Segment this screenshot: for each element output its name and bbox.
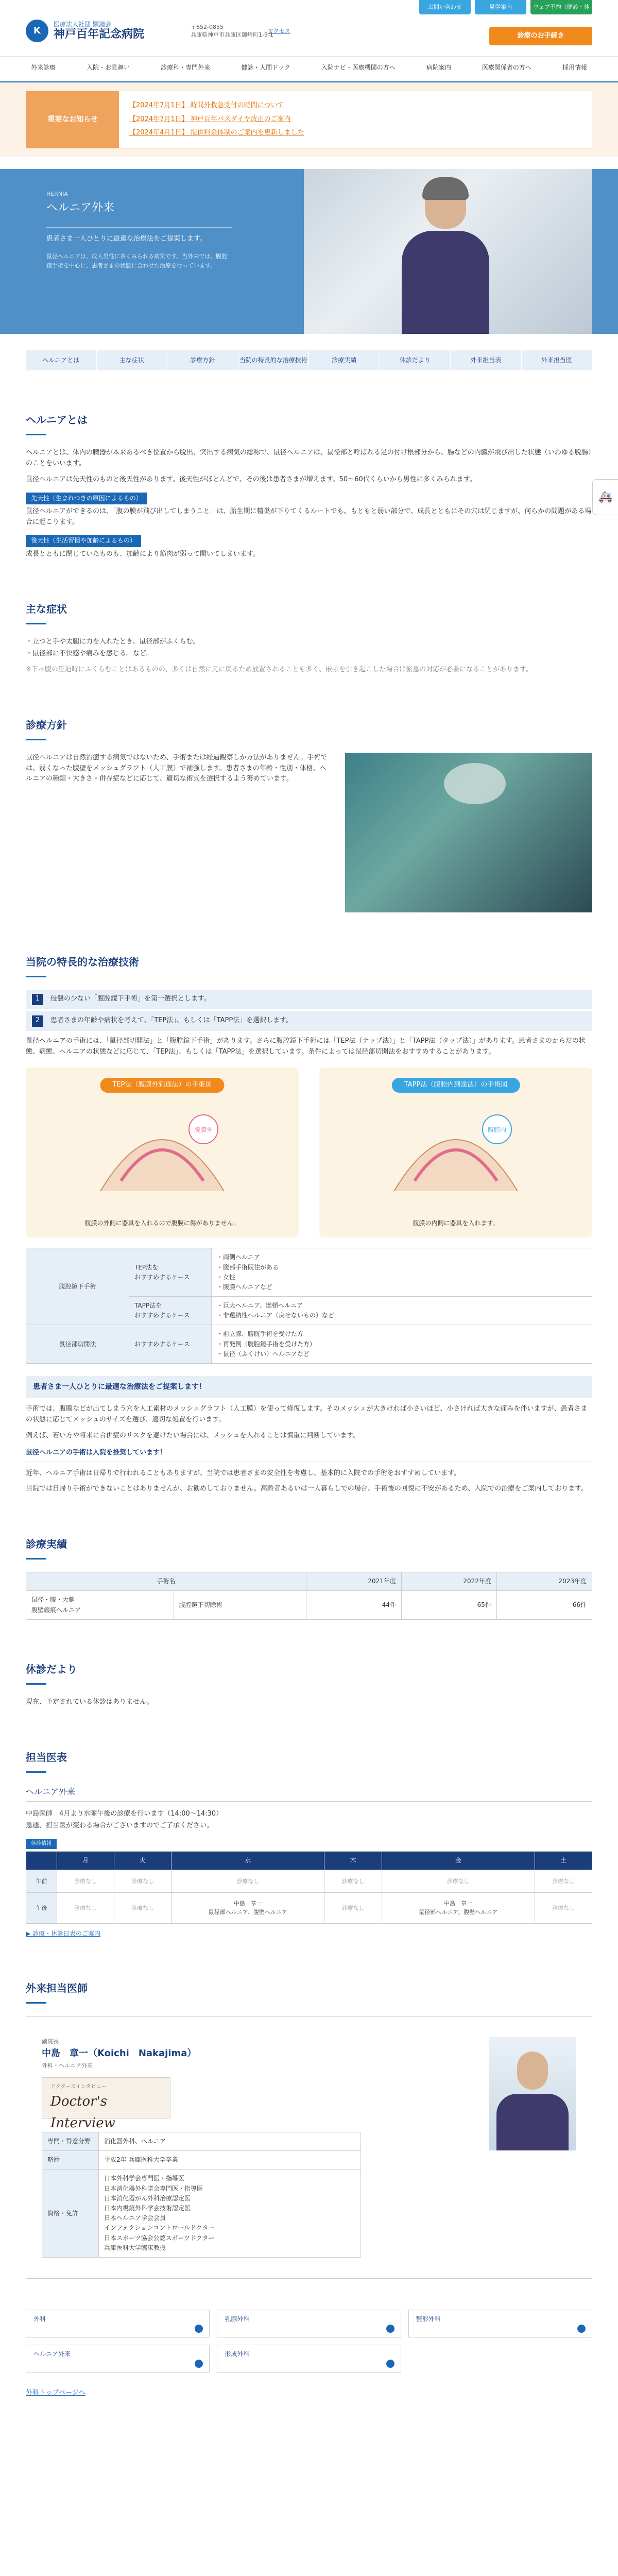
- doctor-section: [26, 1980, 592, 2399]
- logo-sub: 医療法人社団 顕鐘会: [54, 20, 111, 28]
- interview-banner[interactable]: ドクターズインタビュー Doctor's Interview: [42, 2077, 170, 2119]
- symptom-item: ・立つと手や太腿に力を入れたとき、鼠径部がふくらむ。: [26, 638, 200, 646]
- paragraph: 鼠径ヘルニアの手術には、「鼠径部切開法」と「腹腔鏡下手術」があります。さらに腹腔鏡下手術には「TEP法（テップ法）」と「TAPP法（タップ法）」があります。患者さまのからだの状態、病態、ヘルニアの状態などに応じて、「TEP法」、もしくは「TAPP法」を選択しています。条件によっては鼠径部切開法をおすすめすることがあります。: [26, 1037, 586, 1056]
- hero-en: HERNIA: [46, 191, 68, 197]
- label-congenital: 先天性（生まれつきの原因によるもの）: [26, 493, 147, 504]
- doctor-name: 中島 章一（Koichi Nakajima）: [42, 2047, 197, 2059]
- news-link[interactable]: 【2024年4月1日】 提供料金体制のご案内を更新しました: [129, 129, 304, 137]
- doctor-table: 専門・得意分野 消化器外科、ヘルニア 略歴 平成2年 兵庫医科大学卒業 資格・免許 日本外科学会専門医・指導医 日本消化器外科学会専門医・指導医 日本消化器がん外科治療認定医 日本内視鏡外科学会技術認定医 日本ヘルニア学会会員 インフェクションコントロールドクター 日本スポーツ協会公認スポーツドクター 兵庫医科大学臨床教授: [42, 2132, 361, 2258]
- paragraph: 当院では日帰り手術ができないことはありませんが、お勧めしておりません。高齢者あるいは一人暮らしでの場合、手術後の回復に不安があるため、入院での治療をご案内しております。: [26, 1485, 588, 1493]
- dept-link[interactable]: ヘルニア外来: [26, 2345, 210, 2372]
- tapp-illustration: TAPP法（腹腔内到達法）の手術図 腹腔内 腹膜の内側に器具を入れます。: [319, 1067, 592, 1238]
- surgery-photo: [345, 753, 592, 912]
- paragraph: 鼠径ヘルニアは自然治癒する病気ではないため、手術または経過観察しか方法がありません。手術では、弱くなった腹壁をメッシュグラフト（人工膜）で補強します。患者さまの年齢・性別・体格、ヘルニアの種類・大きさ・併存症などに応じて、適切な術式を選択するよう努めています。: [26, 753, 328, 783]
- message-bar: 患者さま一人ひとりに最適な治療法をご提案します！: [26, 1376, 592, 1398]
- paragraph: 例えば、若い方や将来に合併症のリスクを避けたい場合には、メッシュを入れることは慎重に判断しています。: [26, 1432, 360, 1439]
- news-section: [0, 82, 618, 157]
- paragraph: 鼠径ヘルニアができるのは、「腹の膜が飛び出してしまうこと」は、胎生期に精巣が下りてくるルートでも、もともと弱い部分で、成長とともにその穴は閉じますが、何らかの問題がある場合に起こります。: [26, 507, 592, 526]
- logo-name: 神戸百年記念病院: [54, 28, 145, 41]
- site-logo[interactable]: [26, 20, 144, 42]
- back-link[interactable]: 外科トップページへ: [26, 2388, 85, 2397]
- paragraph: 手術では、腹膜などが出てしまう穴を人工素材のメッシュグラフト（人工膜）を使って修復します。そのメッシュが大きければ小さいほど、小さければ大きな痛みを伴いますが、患者さまの状態に応じてメッシュのサイズを選び、適切な処置を行います。: [26, 1405, 588, 1424]
- closed-info-badge[interactable]: 休診情報: [26, 1839, 57, 1849]
- site-header: [0, 0, 618, 57]
- subnav-item[interactable]: 診療実績: [309, 350, 380, 370]
- emergency-side-icon[interactable]: 🚑: [592, 479, 618, 515]
- results-section: [26, 1536, 592, 1620]
- doctor-card: 副院長 中島 章一（Koichi Nakajima） 外科・ヘルニア外来 ドクターズインタビュー Doctor's Interview 専門・得意分野 消化器外科、ヘルニア 略歴 平成2年 兵庫医科大学卒業 資格・免許 日本外科学会専門医・指導医 日本消化器外科学会専門医・指導医 日本消化器がん外科治療認定医 日本内視鏡外科学会技術認定医 日本ヘルニア学会会員 インフェクションコントロールドクター 日本スポーツ協会公認スポーツドクター 兵庫医科大学臨床教授: [26, 2016, 592, 2279]
- dept-links: [26, 2310, 592, 2372]
- about-section: [26, 412, 592, 560]
- method-table: 腹腔鏡下手術 TEP法を おすすめするケース ・両側ヘルニア ・腹部手術既往がある ・女性 ・腹膜ヘルニアなど TAPP法を おすすめするケース ・巨大ヘルニア、嵌頓へルニア ・非還納性ヘルニア（戻せないもの）など 鼠径部切開法 おすすめするケース ・前立腺、膀胱手術を受けた方 ・再発例（腹腔鏡手術を受けた方） ・鼠径（ふくけい）ヘルニアなど: [26, 1248, 592, 1364]
- hero-banner: [0, 169, 618, 334]
- dept-link[interactable]: 形成外科: [217, 2345, 401, 2372]
- label-acquired: 後天性（生活習慣や加齢によるもの）: [26, 535, 141, 547]
- nav-item[interactable]: 病院案内: [426, 64, 451, 71]
- symptom-item: ・鼠径部に不快感や痛みを感じる。など。: [26, 650, 153, 658]
- nav-item[interactable]: 入院ナビ・医療機関の方へ: [321, 64, 396, 71]
- procedure-button[interactable]: 診療のお手続き: [489, 27, 592, 45]
- contact-button[interactable]: お問い合わせ: [419, 0, 471, 14]
- results-table: 手術名 2021年度 2022年度 2023年度 鼠径・腹・大腿 腹壁瘢痕ヘルニア 腹腔鏡下切除術 44件 65件 66件: [26, 1572, 592, 1620]
- subnav-item[interactable]: 当院の特長的な治療技術: [238, 350, 310, 370]
- tep-illustration: TEP法（腹膜外到達法）の手術図 腹膜外 腹膜の外側に器具を入れるので腹膜に傷がありません。: [26, 1067, 299, 1238]
- dept-link[interactable]: 整形外科: [408, 2310, 592, 2337]
- subnav-item[interactable]: 外来担当医: [522, 350, 593, 370]
- section-title: 外来担当医師: [26, 1980, 592, 2004]
- section-title: 担当医表: [26, 1749, 592, 1773]
- paragraph: 成長とともに閉じていたものも、加齢により筋肉が弱って開いてしまいます。: [26, 550, 260, 558]
- section-title: 休診だより: [26, 1661, 592, 1685]
- paragraph: 中島医師 4月より水曜午後の診療を行います（14:00〜14:30）: [26, 1810, 223, 1818]
- paragraph: 急遽、担当医が変わる場合がございますのでご了承ください。: [26, 1821, 214, 1829]
- tour-button[interactable]: 見学案内: [475, 0, 526, 14]
- access-link[interactable]: アクセス: [268, 28, 290, 35]
- subnav-item[interactable]: 休診だより: [380, 350, 451, 370]
- subnav-item[interactable]: 診療方針: [167, 350, 238, 370]
- section-title: 当院の特長的な治療技術: [26, 954, 592, 977]
- hero-desc: 鼠径ヘルニアは、成人男性に多くみられる病気です。当外来では、腹腔鏡手術を中心に、患者さまの状態に合わせた治療を行っています。: [46, 252, 228, 269]
- message-subtitle: 鼠径ヘルニアの手術は入院を推奨しています！: [26, 1448, 592, 1462]
- section-title: 診療実績: [26, 1536, 592, 1560]
- section-title: ヘルニアとは: [26, 412, 592, 435]
- hero-lead: 患者さま一人ひとりに最適な治療法をご提案します。: [46, 227, 232, 245]
- news-link[interactable]: 【2024年7月1日】 時間外救急受付の時間について: [129, 101, 284, 109]
- nav-item[interactable]: 採用情報: [562, 64, 587, 71]
- nav-item[interactable]: 健診・人間ドック: [241, 64, 290, 71]
- schedule-table: 月 火 水 木 金 土 午前 診療なし 診療なし 診療なし 診療なし 診療なし 診療なし 午後 診療なし 診療なし 中島 章一 鼠径部ヘルニア、腹壁ヘルニア 診療なし 中島 章一 鼠径部ヘルニア、腹壁ヘルニア 診療なし: [26, 1851, 592, 1924]
- global-nav: [0, 57, 618, 82]
- paragraph: 近年、ヘルニア手術は日帰りで行われることもありますが、当院では患者さまの安全性を考慮し、基本的に入院での手術をおすすめしています。: [26, 1469, 461, 1477]
- paragraph: ヘルニアとは、体内の臓器が本来あるべき位置から脱出、突出する病気の総称で、鼠径ヘルニアは、鼠径部と呼ばれる足の付け根部分から、腸などの内臓が飛び出した状態（いわゆる脱腸）のことをいいます。: [26, 449, 592, 467]
- paragraph: 現在、予定されている休診はありません。: [26, 1698, 153, 1706]
- page-title: ヘルニア外来: [46, 201, 115, 214]
- page-subnav: [26, 350, 592, 370]
- logo-mark: K: [26, 20, 48, 42]
- feature-item: 2 患者さまの年齢や病状を考えて、「TEP法」、もしくは「TAPP法」を選択します。: [26, 1011, 592, 1031]
- tech-section: [26, 954, 592, 1495]
- nav-item[interactable]: 外来診療: [31, 64, 56, 71]
- news-link[interactable]: 【2024年7月1日】 神戸百年バスダイヤ改正のご案内: [129, 115, 291, 123]
- feature-item: 1 侵襲の少ない「腹腔鏡下手術」を第一選択とします。: [26, 990, 592, 1009]
- doctor-portrait: [489, 2037, 576, 2150]
- news-title: 重要なお知らせ: [26, 91, 119, 148]
- paragraph: 鼠径ヘルニアは先天性のものと後天性があります。後天性がほとんどで、その後は患者さまが増えます。50〜60代くらいから男性に多くみられます。: [26, 475, 476, 483]
- section-title: 診療方針: [26, 717, 592, 740]
- schedule-subtitle: ヘルニア外来: [26, 1785, 592, 1802]
- dept-link[interactable]: 乳腺外科: [217, 2310, 401, 2337]
- subnav-item[interactable]: 外来担当表: [451, 350, 522, 370]
- nav-item[interactable]: 診療科・専門外来: [161, 64, 211, 71]
- closed-section: [26, 1661, 592, 1708]
- subnav-item[interactable]: ヘルニアとは: [26, 350, 97, 370]
- nav-item[interactable]: 入院・お見舞い: [87, 64, 130, 71]
- header-address: 〒652-0855 兵庫県神戸市兵庫区御崎町1-9-1: [191, 24, 273, 39]
- schedule-link[interactable]: ▶ 診療・休診日表のご案内: [26, 1929, 101, 1937]
- dept-link[interactable]: 外科: [26, 2310, 210, 2337]
- schedule-section: [26, 1749, 592, 1939]
- subnav-item[interactable]: 主な症状: [97, 350, 168, 370]
- section-title: 主な症状: [26, 601, 592, 624]
- svg-text:腹膜外: 腹膜外: [194, 1126, 213, 1134]
- symptom-note: ※下っ腹の圧迫時にふくらむことはあるものの、多くは自然に元に戻るため放置されることも多く、嵌頓を引き起こした場合は緊急の対応が必要になることがあります。: [26, 665, 533, 673]
- doctor-photo: [304, 169, 592, 334]
- nav-item[interactable]: 医療関係者の方へ: [482, 64, 531, 71]
- policy-section: [26, 717, 592, 912]
- symptoms-section: [26, 601, 592, 675]
- svg-text:腹腔内: 腹腔内: [487, 1126, 507, 1134]
- web-reserve-button[interactable]: ウェブ予約（健診・休日等）: [530, 0, 592, 14]
